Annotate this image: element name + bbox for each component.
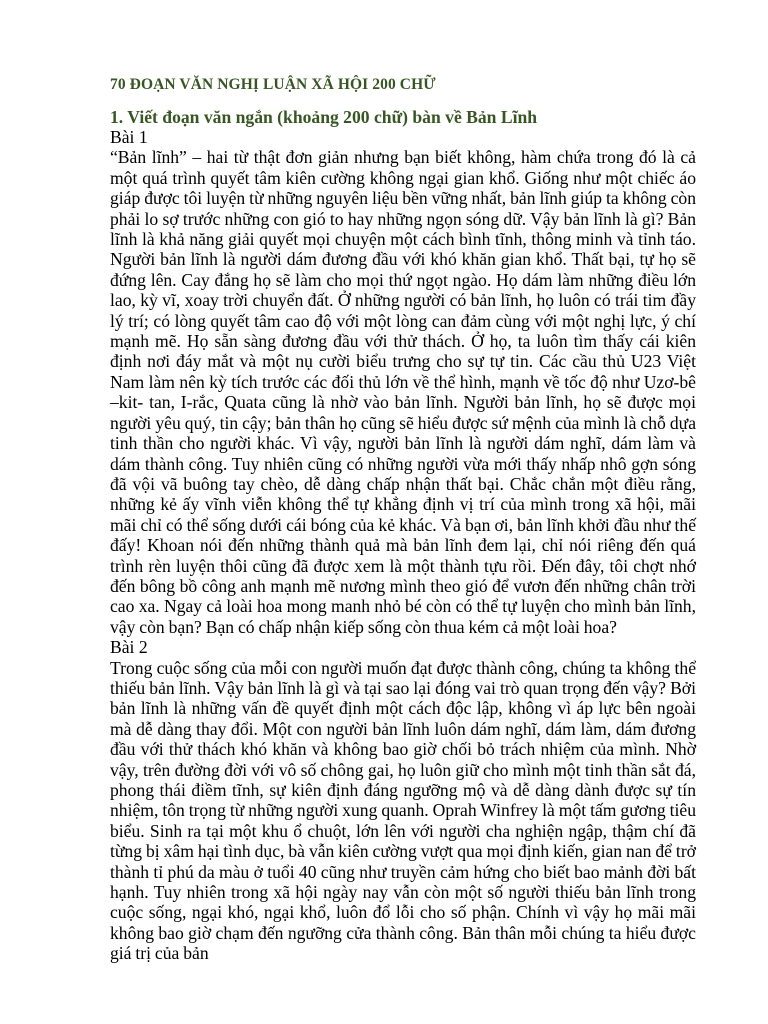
essay-1 <box>110 127 696 637</box>
essay-paragraph: Trong cuộc sống của mỗi con người muốn đạt được thành công, chúng ta không thể thiếu bản lĩnh. Vậy bản lĩnh là gì và tại sao lại đóng vai trò quan trọng đến vậy? Bởi bản lĩnh là những vấn đề quyết định một cách độc lập, không vì áp lực bên ngoài mà dễ dàng thay đổi. Một con người bản lĩnh luôn dám nghĩ, dám làm, dám đương đầu với thử thách khó khăn và không bao giờ chối bỏ trách nhiệm của mình. Nhờ vậy, trên đường đời với vô số chông gai, họ luôn giữ cho mình một tinh thần sắt đá, phong thái điềm tĩnh, sự kiên định đáng ngưỡng mộ và dễ dàng dành được sự tín nhiệm, tôn trọng từ những người xung quanh. Oprah Winfrey là một tấm gương tiêu biểu. Sinh ra tại một khu ổ chuột, lớn lên với người cha nghiện ngập, thậm chí đã từng bị xâm hại tình dục, bà vẫn kiên cường vượt qua mọi định kiến, gian nan để trở thành tỉ phú da màu ở tuổi 40 cũng như truyền cảm hứng cho biết bao mảnh đời bất hạnh. Tuy nhiên trong xã hội ngày nay vẫn còn một số người thiếu bản lĩnh trong cuộc sống, ngại khó, ngại khổ, luôn đổ lỗi cho số phận. Chính vì vậy họ mãi mãi không bao giờ chạm đến ngưỡng cửa thành công. Bản thân mỗi chúng ta hiểu được giá trị của bản <box>110 657 696 964</box>
document-title: 70 ĐOẠN VĂN NGHỊ LUẬN XÃ HỘI 200 CHỮ <box>110 76 436 93</box>
essay-paragraph: “Bản lĩnh” – hai từ thật đơn giản nhưng bạn biết không, hàm chứa trong đó là cả một quá trình quyết tâm kiên cường không ngại gian khổ. Giống như một chiếc áo giáp được tôi luyện từ những nguyên liệu bền vững nhất, bản lĩnh giúp ta không còn phải lo sợ trước những con gió to hay những ngọn sóng dữ. Vậy bản lĩnh là gì? Bản lĩnh là khả năng giải quyết mọi chuyện một cách bình tĩnh, thông minh và tỉnh táo. Người bản lĩnh là người dám đương đầu với khó khăn gian khổ. Thất bại, tự họ sẽ đứng lên. Cay đắng họ sẽ làm cho mọi thứ ngọt ngào. Họ dám làm những điều lớn lao, kỳ vĩ, xoay trời chuyển đất. Ở những người có bản lĩnh, họ luôn có trái tim đầy lý trí; có lòng quyết tâm cao độ với một lòng can đảm cùng với một nghị lực, ý chí mạnh mẽ. Họ sẵn sàng đương đầu với thử thách. Ở họ, ta luôn tìm thấy cái kiên định nơi đáy mắt và một nụ cười biểu trưng cho sự tự tin. Các cầu thủ U23 Việt Nam làm nên kỳ tích trước các đối thủ lớn về thể hình, mạnh về tốc độ như Uzơ-bê –kit- tan, I-rắc, Quata cũng là nhờ vào bản lĩnh. Người bản lĩnh, họ sẽ được mọi người yêu quý, tin cậy; bản thân họ cũng sẽ hiểu được sứ mệnh của mình là chỗ dựa tinh thần cho người khác. Vì vậy, người bản lĩnh là người dám nghĩ, dám làm và dám thành công. Tuy nhiên cũng có những người vừa mới thấy nhấp nhô gợn sóng đã vội vã buông tay chèo, dễ dàng chấp nhận thất bại. Chắc chắn một điều rằng, những kẻ ấy vĩnh viễn không thể tự khẳng định vị trí của mình trong xã hội, mãi mãi chỉ có thể sống dưới cái bóng của kẻ khác. Và bạn ơi, bản lĩnh khởi đầu như thế đấy! Khoan nói đến những thành quả mà bản lĩnh đem lại, chỉ nói riêng đến quá trình rèn luyện thôi cũng đã được xem là một thành tựu rồi. Đến đây, tôi chợt nhớ đến bông bồ công anh mạnh mẽ nương mình theo gió để vươn đến những chân trời cao xa. Ngay cả loài hoa mong manh nhỏ bé còn có thể tự luyện cho mình bản lĩnh, vậy còn bạn? Bạn có chấp nhận kiếp sống còn thua kém cả một loài hoa? <box>110 147 696 637</box>
essay-label: Bài 2 <box>110 637 148 658</box>
essay-2 <box>110 637 696 964</box>
essay-label: Bài 1 <box>110 127 148 147</box>
section-heading: 1. Viết đoạn văn ngắn (khoảng 200 chữ) bàn về Bản Lĩnh <box>110 107 538 127</box>
